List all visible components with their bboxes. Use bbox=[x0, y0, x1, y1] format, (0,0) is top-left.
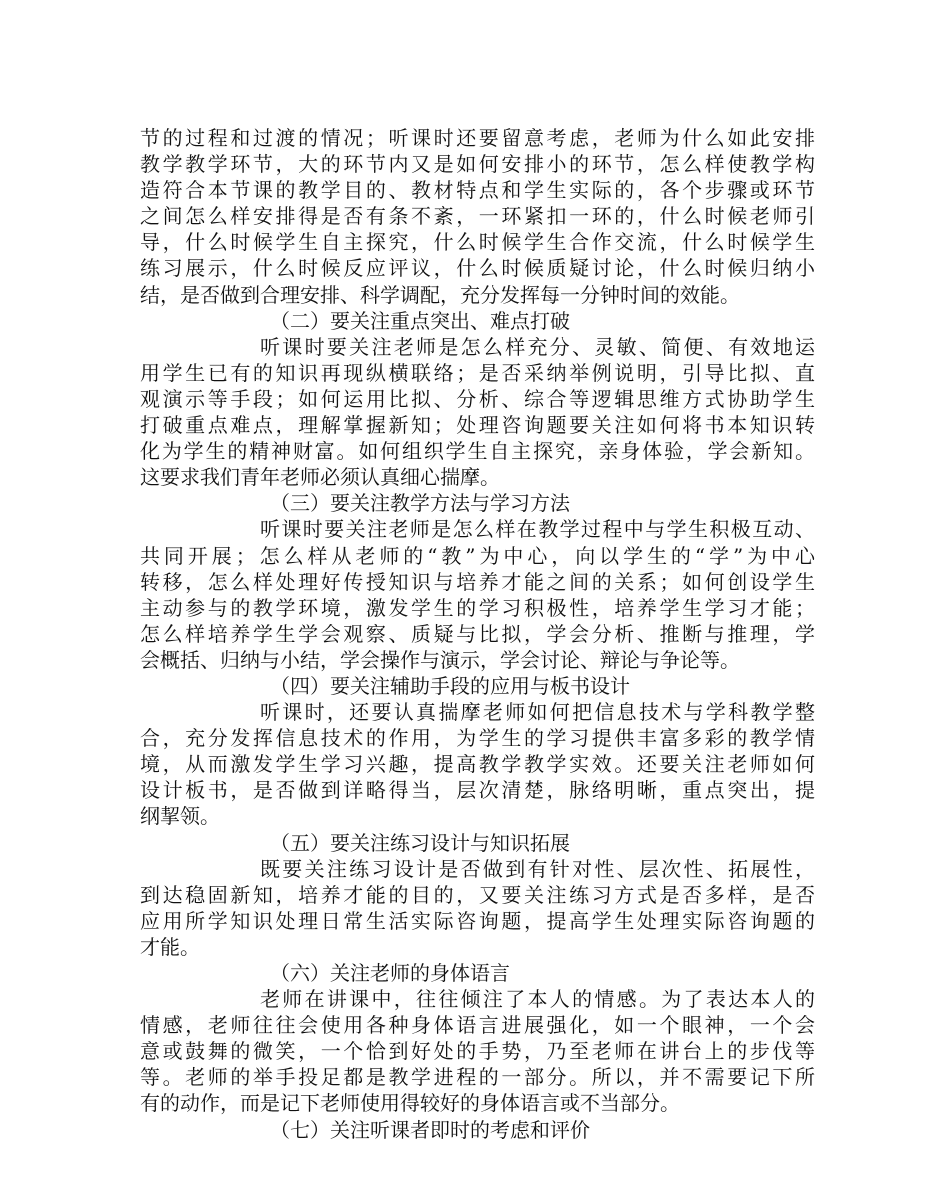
paragraph-line: 有的动作，而是记下老师使用得较好的身体语言或不当部分。 bbox=[140, 1091, 680, 1116]
paragraph-line: 怎么样培养学生学会观察、质疑与比拟，学会分析、推断与推理，学 bbox=[140, 621, 815, 646]
paragraph-line: 才能。 bbox=[140, 934, 200, 959]
section-heading: （七）关注听课者即时的考虑和评价 bbox=[270, 1117, 590, 1142]
paragraph-line: 意或鼓舞的微笑，一个恰到好处的手势，乃至老师在讲台上的步伐等 bbox=[140, 1039, 815, 1064]
paragraph-line: 合，充分发挥信息技术的作用，为学生的学习提供丰富多彩的教学情 bbox=[140, 726, 815, 751]
paragraph-line: 设计板书，是否做到详略得当，层次清楚，脉络明晰，重点突出，提 bbox=[140, 778, 815, 803]
paragraph-line: 主动参与的教学环境，激发学生的学习积极性，培养学生学习才能； bbox=[140, 595, 815, 620]
paragraph-line: 听课时要关注老师是怎么样在教学过程中与学生积极互动、 bbox=[260, 517, 815, 542]
paragraph-line: 听课时，还要认真揣摩老师如何把信息技术与学科教学整 bbox=[260, 700, 815, 725]
paragraph-line: 到达稳固新知，培养才能的目的，又要关注练习方式是否多样，是否 bbox=[140, 882, 815, 907]
paragraph-line: 结，是否做到合理安排、科学调配，充分发挥每一分钟时间的效能。 bbox=[140, 282, 740, 307]
paragraph-line: 造符合本节课的教学目的、教材特点和学生实际的，各个步骤或环节 bbox=[140, 178, 815, 203]
paragraph-line: 听课时要关注老师是怎么样充分、灵敏、简便、有效地运 bbox=[260, 334, 815, 359]
paragraph-line: 节的过程和过渡的情况；听课时还要留意考虑，老师为什么如此安排 bbox=[140, 126, 815, 150]
paragraph-line: 打破重点难点，理解掌握新知；处理咨询题要关注如何将书本知识转 bbox=[140, 413, 815, 438]
paragraph-line: 会概括、归纳与小结，学会操作与演示，学会讨论、辩论与争论等。 bbox=[140, 647, 740, 672]
paragraph-line: 等。老师的举手投足都是教学进程的一部分。所以，并不需要记下所 bbox=[140, 1065, 815, 1090]
paragraph-line: 纲挈领。 bbox=[140, 804, 220, 829]
section-heading: （六）关注老师的身体语言 bbox=[270, 961, 510, 985]
section-heading: （三）要关注教学方法与学习方法 bbox=[270, 491, 570, 516]
paragraph-line: 教学教学环节，大的环节内又是如何安排小的环节，怎么样使教学构 bbox=[140, 152, 815, 177]
paragraph-line: 观演示等手段；如何运用比拟、分析、综合等逻辑思维方式协助学生 bbox=[140, 386, 815, 411]
paragraph-line: 练习展示，什么时候反应评议，什么时候质疑讨论，什么时候归纳小 bbox=[140, 256, 815, 281]
paragraph-line: 这要求我们青年老师必须认真细心揣摩。 bbox=[140, 465, 500, 490]
paragraph-line: 转移，怎么样处理好传授知识与培养才能之间的关系；如何创设学生 bbox=[140, 569, 815, 594]
paragraph-line: 境，从而激发学生学习兴趣，提高教学教学实效。还要关注老师如何 bbox=[140, 752, 815, 777]
section-heading: （五）要关注练习设计与知识拓展 bbox=[270, 830, 570, 855]
paragraph-line: 之间怎么样安排得是否有条不紊，一环紧扣一环的，什么时候老师引 bbox=[140, 204, 815, 229]
paragraph-line: 共同开展；怎么样从老师的“教”为中心，向以学生的“学”为中心 bbox=[140, 543, 815, 568]
paragraph-line: 导，什么时候学生自主探究，什么时候学生合作交流，什么时候学生 bbox=[140, 230, 815, 255]
paragraph-line: 化为学生的精神财富。如何组织学生自主探究，亲身体验，学会新知。 bbox=[140, 439, 815, 464]
paragraph-line: 情感，老师往往会使用各种身体语言进展强化，如一个眼神，一个会 bbox=[140, 1013, 815, 1038]
paragraph-line: 应用所学知识处理日常生活实际咨询题，提高学生处理实际咨询题的 bbox=[140, 908, 815, 933]
paragraph-line: 既要关注练习设计是否做到有针对性、层次性、拓展性， bbox=[260, 856, 815, 881]
section-heading: （四）要关注辅助手段的应用与板书设计 bbox=[270, 673, 630, 698]
paragraph-line: 老师在讲课中，往往倾注了本人的情感。为了表达本人的 bbox=[260, 987, 815, 1012]
section-heading: （二）要关注重点突出、难点打破 bbox=[270, 308, 570, 333]
document-body bbox=[140, 125, 815, 1143]
paragraph-line: 用学生已有的知识再现纵横联络；是否采纳举例说明，引导比拟、直 bbox=[140, 360, 815, 385]
